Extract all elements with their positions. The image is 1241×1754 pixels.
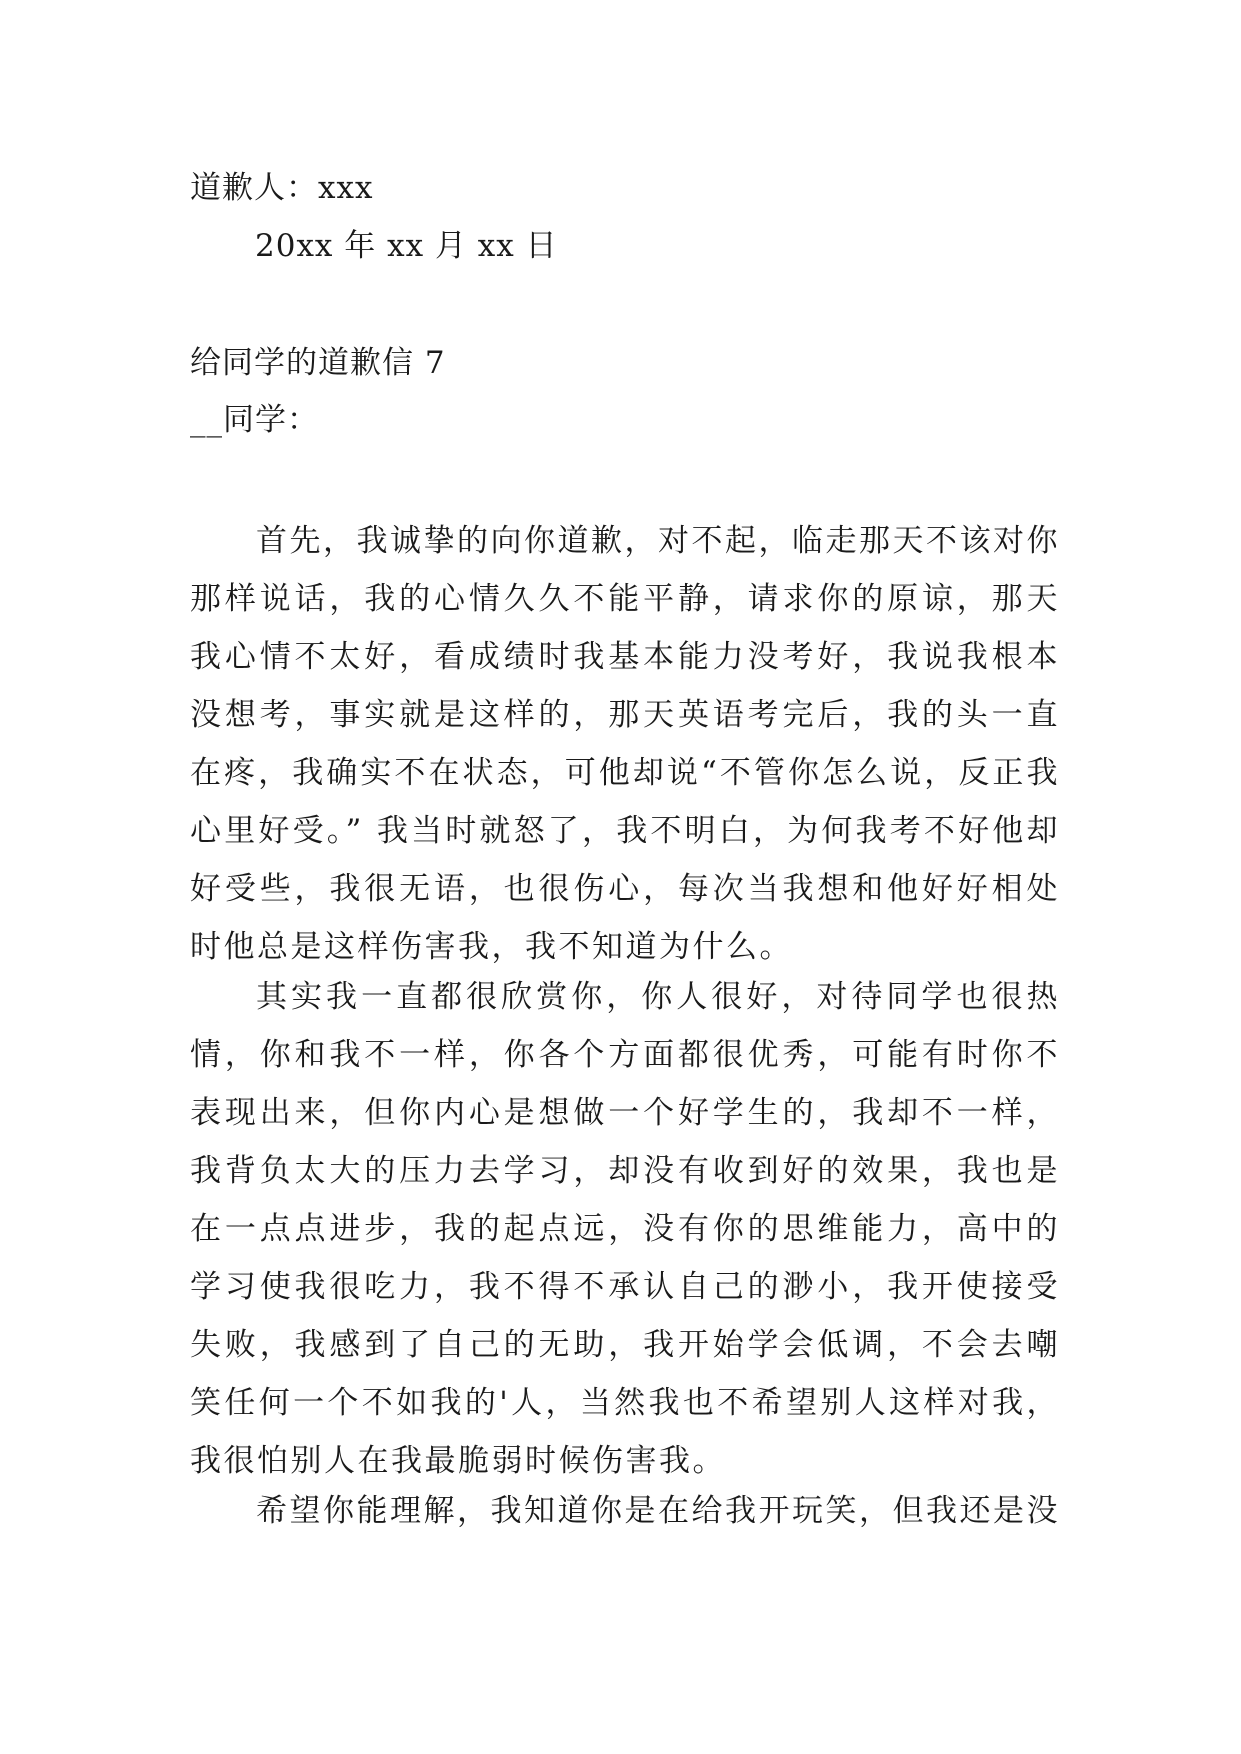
letter-title: 给同学的道歉信 7	[190, 345, 446, 381]
paragraph-2: 其实我一直都很欣赏你，你人很好，对待同学也很热情，你和我不一样，你各个方面都很优秀，可能有时你不表现出来，但你内心是想做一个好学生的，我却不一样，我背负太大的压力去学习，却没有收到好的效果，我也是在一点点进步，我的起点远，没有你的思维能力，高中的学习使我很吃力，我不得不承认自己的渺小，我开使接受失败，我感到了自己的无助，我开始学会低调，不会去嘲笑任何一个不如我的'人，当然我也不希望别人这样对我，我很怕别人在我最脆弱时候伤害我。	[190, 979, 1060, 1479]
letter-salutation: __同学：	[190, 402, 319, 438]
signer-line: 道歉人：xxx	[190, 170, 374, 206]
paragraph-3: 希望你能理解，我知道你是在给我开玩笑，但我还是没	[256, 1493, 1060, 1529]
paragraph-1: 首先，我诚挚的向你道歉，对不起，临走那天不该对你那样说话，我的心情久久不能平静，请求你的原谅，那天我心情不太好，看成绩时我基本能力没考好，我说我根本没想考，事实就是这样的，那天英语考完后，我的头一直在疼，我确实不在状态，可他却说“不管你怎么说，反正我心里好受。” 我当时就怒了，我不明白，为何我考不好他却好受些，我很无语，也很伤心，每次当我想和他好好相处时他总是这样伤害我，我不知道为什么。	[190, 523, 1060, 965]
date-line: 20xx 年 xx 月 xx 日	[255, 228, 558, 264]
